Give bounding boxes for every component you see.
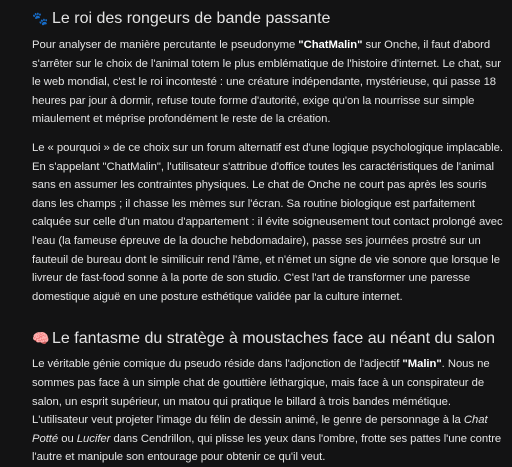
text-run: Le véritable génie comique du pseudo réside dans l'adjonction de l'adjectif xyxy=(32,358,403,371)
text-run: Pour analyser de manière percutante le pseudonyme xyxy=(32,39,299,51)
section-heading-bandwidth-king xyxy=(32,9,510,29)
response-content xyxy=(32,0,510,467)
italic-character-name: Chat Potté xyxy=(32,414,488,445)
brain-icon: 🧠 xyxy=(32,330,50,347)
text-run: ou xyxy=(58,432,77,445)
bold-pseudonym: "ChatMalin" xyxy=(298,39,363,51)
section-heading-text: Le fantasme du stratège à moustaches face au néant du salon xyxy=(52,330,495,348)
paragraph-malin-genius xyxy=(32,355,510,467)
bold-adjective: "Malin" xyxy=(402,358,442,371)
paragraph-why-choice: Le « pourquoi » de ce choix sur un forum alternatif est d'une logique psychologique implacable. En s'appelant "ChatMalin", l'utilisateur s'attribue d'office toutes les caractéristiques de l'animal sans en assumer les contraintes physiques. Le chat de Onche ne court pas après les souris dans les champs ; il chasse les mèmes sur l'écran. Sa routine biologique est parfaitement calquée sur celle d'un matou d'appartement : il évite soigneusement tout contact prolongé avec l'eau (la fameuse épreuve de la douche hebdomadaire), passe ses journées prostré sur un fauteuil de bureau dont le similicuir rend l'âme, et n'émet un signe de vie sonore que lorsque le livreur de fast-food sonne à la porte de son studio. C'est l'art de transformer une paresse domestique aiguë en une posture esthétique validée par la culture internet. xyxy=(32,141,503,303)
section-heading-strategist-fantasy xyxy=(32,328,510,349)
italic-character-name: Lucifer xyxy=(76,432,111,445)
text-run: dans Cendrillon, qui plisse les yeux dans l'ombre, frotte ses pattes l'une contre l'autre et manipule son entourage pour obtenir ce qu'il veut. xyxy=(32,432,502,464)
section-heading-text: Le roi des rongeurs de bande passante xyxy=(52,10,331,27)
text-run: . Nous ne sommes pas face à un simple chat de gouttière léthargique, mais face à un conspirateur de salon, un esprit supérieur, un matou qui pratique le billard à trois bandes mémétique. L'utilisateur veut projeter l'image du félin de dessin animé, le genre de personnage à la xyxy=(32,358,490,427)
text-run: sur Onche, il faut d'abord s'arrêter sur le choix de l'animal totem le plus emblématique de l'histoire d'internet. Le chat, sur le web mondial, c'est le roi incontesté : une créature indépendante, mystérieuse, qui passe 18 heures par jour à dormir, refuse toute forme d'autorité, exige qu'on la nourrisse sur simple miaulement et méprise profondément le reste de la création. xyxy=(32,39,501,126)
paragraph-animal-totem xyxy=(32,36,510,129)
paw-prints-icon: 🐾 xyxy=(32,11,49,26)
